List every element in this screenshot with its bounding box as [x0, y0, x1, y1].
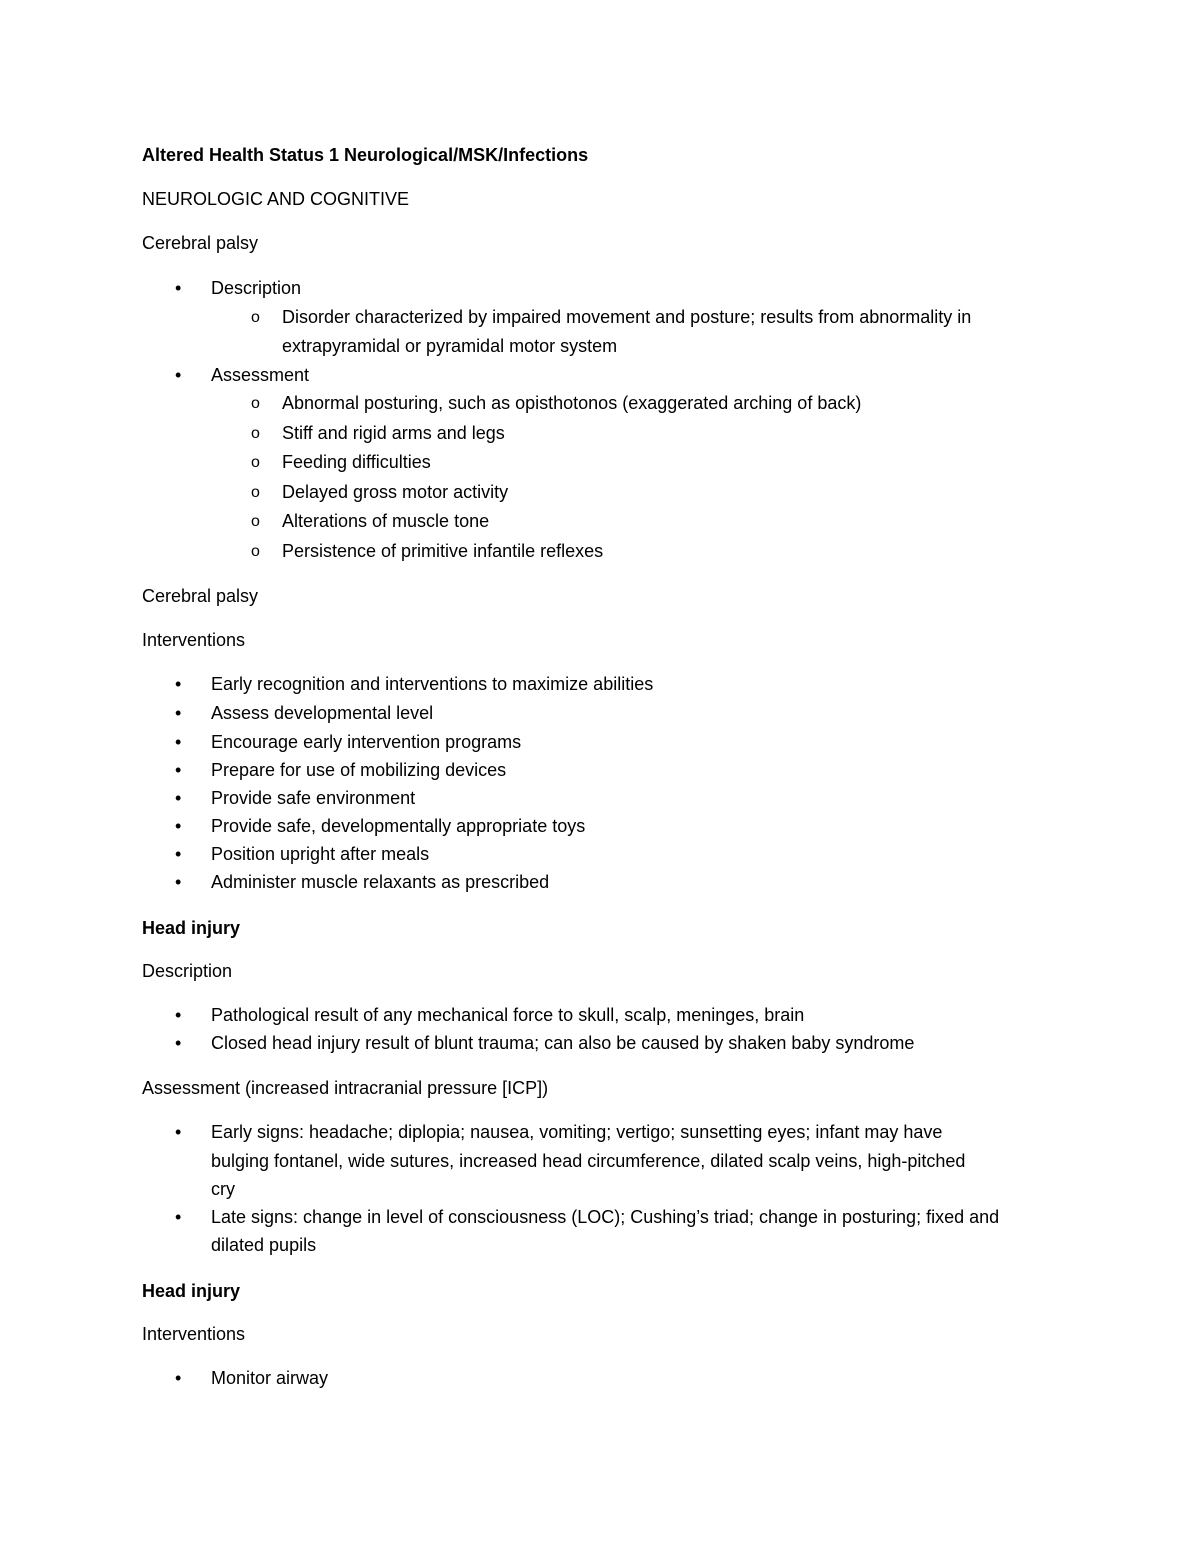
- hi-interventions-subheading: Interventions: [142, 1324, 246, 1344]
- bullet-icon: •: [175, 674, 182, 694]
- hi-late-signs-cont: dilated pupils: [211, 1235, 317, 1255]
- cp-intervention-item: Provide safe environment: [211, 788, 416, 808]
- cp-intervention-item: Assess developmental level: [211, 703, 434, 723]
- hi-interventions-heading: Head injury: [142, 1281, 241, 1301]
- bullet-icon: •: [175, 1005, 182, 1025]
- bullet-icon: •: [175, 760, 182, 780]
- sub-bullet-icon: o: [251, 543, 260, 560]
- cp-assessment-item: Alterations of muscle tone: [282, 511, 490, 531]
- cp-interventions-subheading: Interventions: [142, 630, 246, 650]
- cp-intervention-item: Early recognition and interventions to maximize abilities: [211, 674, 654, 694]
- sub-bullet-icon: o: [251, 484, 260, 501]
- cp-intervention-item: Encourage early intervention programs: [211, 732, 522, 752]
- cp-heading: Cerebral palsy: [142, 233, 259, 253]
- hi-early-signs: Early signs: headache; diplopia; nausea, vomiting; vertigo; sunsetting eyes; infant may have: [211, 1122, 943, 1142]
- bullet-icon: •: [175, 816, 182, 836]
- cp-description-label: Description: [211, 278, 302, 298]
- cp-intervention-item: Provide safe, developmentally appropriate toys: [211, 816, 586, 836]
- hi-early-signs-cont: bulging fontanel, wide sutures, increased head circumference, dilated scalp veins, high-pitched: [211, 1151, 966, 1171]
- cp-description-item-cont: extrapyramidal or pyramidal motor system: [282, 336, 618, 356]
- section-heading: NEUROLOGIC AND COGNITIVE: [142, 189, 410, 209]
- cp-intervention-item: Administer muscle relaxants as prescribed: [211, 872, 550, 892]
- cp-intervention-item: Prepare for use of mobilizing devices: [211, 760, 507, 780]
- cp-assessment-item: Stiff and rigid arms and legs: [282, 423, 505, 443]
- sub-bullet-icon: o: [251, 454, 260, 471]
- sub-bullet-icon: o: [251, 395, 260, 412]
- hi-description-item: Pathological result of any mechanical force to skull, scalp, meninges, brain: [211, 1005, 805, 1025]
- bullet-icon: •: [175, 703, 182, 723]
- cp-assessment-item: Delayed gross motor activity: [282, 482, 509, 502]
- bullet-icon: •: [175, 1207, 182, 1227]
- bullet-icon: •: [175, 365, 182, 385]
- sub-bullet-icon: o: [251, 513, 260, 530]
- sub-bullet-icon: o: [251, 425, 260, 442]
- hi-heading: Head injury: [142, 918, 241, 938]
- hi-description-subheading: Description: [142, 961, 233, 981]
- hi-late-signs: Late signs: change in level of consciousness (LOC); Cushing’s triad; change in posturing; fixed and: [211, 1207, 1000, 1227]
- bullet-icon: •: [175, 732, 182, 752]
- cp-assessment-label: Assessment: [211, 365, 310, 385]
- cp-assessment-item: Feeding difficulties: [282, 452, 431, 472]
- bullet-icon: •: [175, 872, 182, 892]
- hi-assessment-label: Assessment (increased intracranial pressure [ICP]): [142, 1078, 549, 1098]
- bullet-icon: •: [175, 788, 182, 808]
- document-title: Altered Health Status 1 Neurological/MSK/Infections: [142, 145, 589, 165]
- bullet-icon: •: [175, 1122, 182, 1142]
- cp-intervention-item: Position upright after meals: [211, 844, 430, 864]
- hi-intervention-item: Monitor airway: [211, 1368, 329, 1388]
- bullet-icon: •: [175, 1368, 182, 1388]
- cp-description-item: Disorder characterized by impaired movement and posture; results from abnormality in: [282, 307, 972, 327]
- hi-description-item: Closed head injury result of blunt trauma; can also be caused by shaken baby syndrome: [211, 1033, 915, 1053]
- bullet-icon: •: [175, 278, 182, 298]
- bullet-icon: •: [175, 844, 182, 864]
- sub-bullet-icon: o: [251, 309, 260, 326]
- cp-interventions-heading: Cerebral palsy: [142, 586, 259, 606]
- bullet-icon: •: [175, 1033, 182, 1053]
- hi-early-signs-cont: cry: [211, 1179, 235, 1199]
- cp-assessment-item: Abnormal posturing, such as opisthotonos (exaggerated arching of back): [282, 393, 862, 413]
- cp-assessment-item: Persistence of primitive infantile reflexes: [282, 541, 604, 561]
